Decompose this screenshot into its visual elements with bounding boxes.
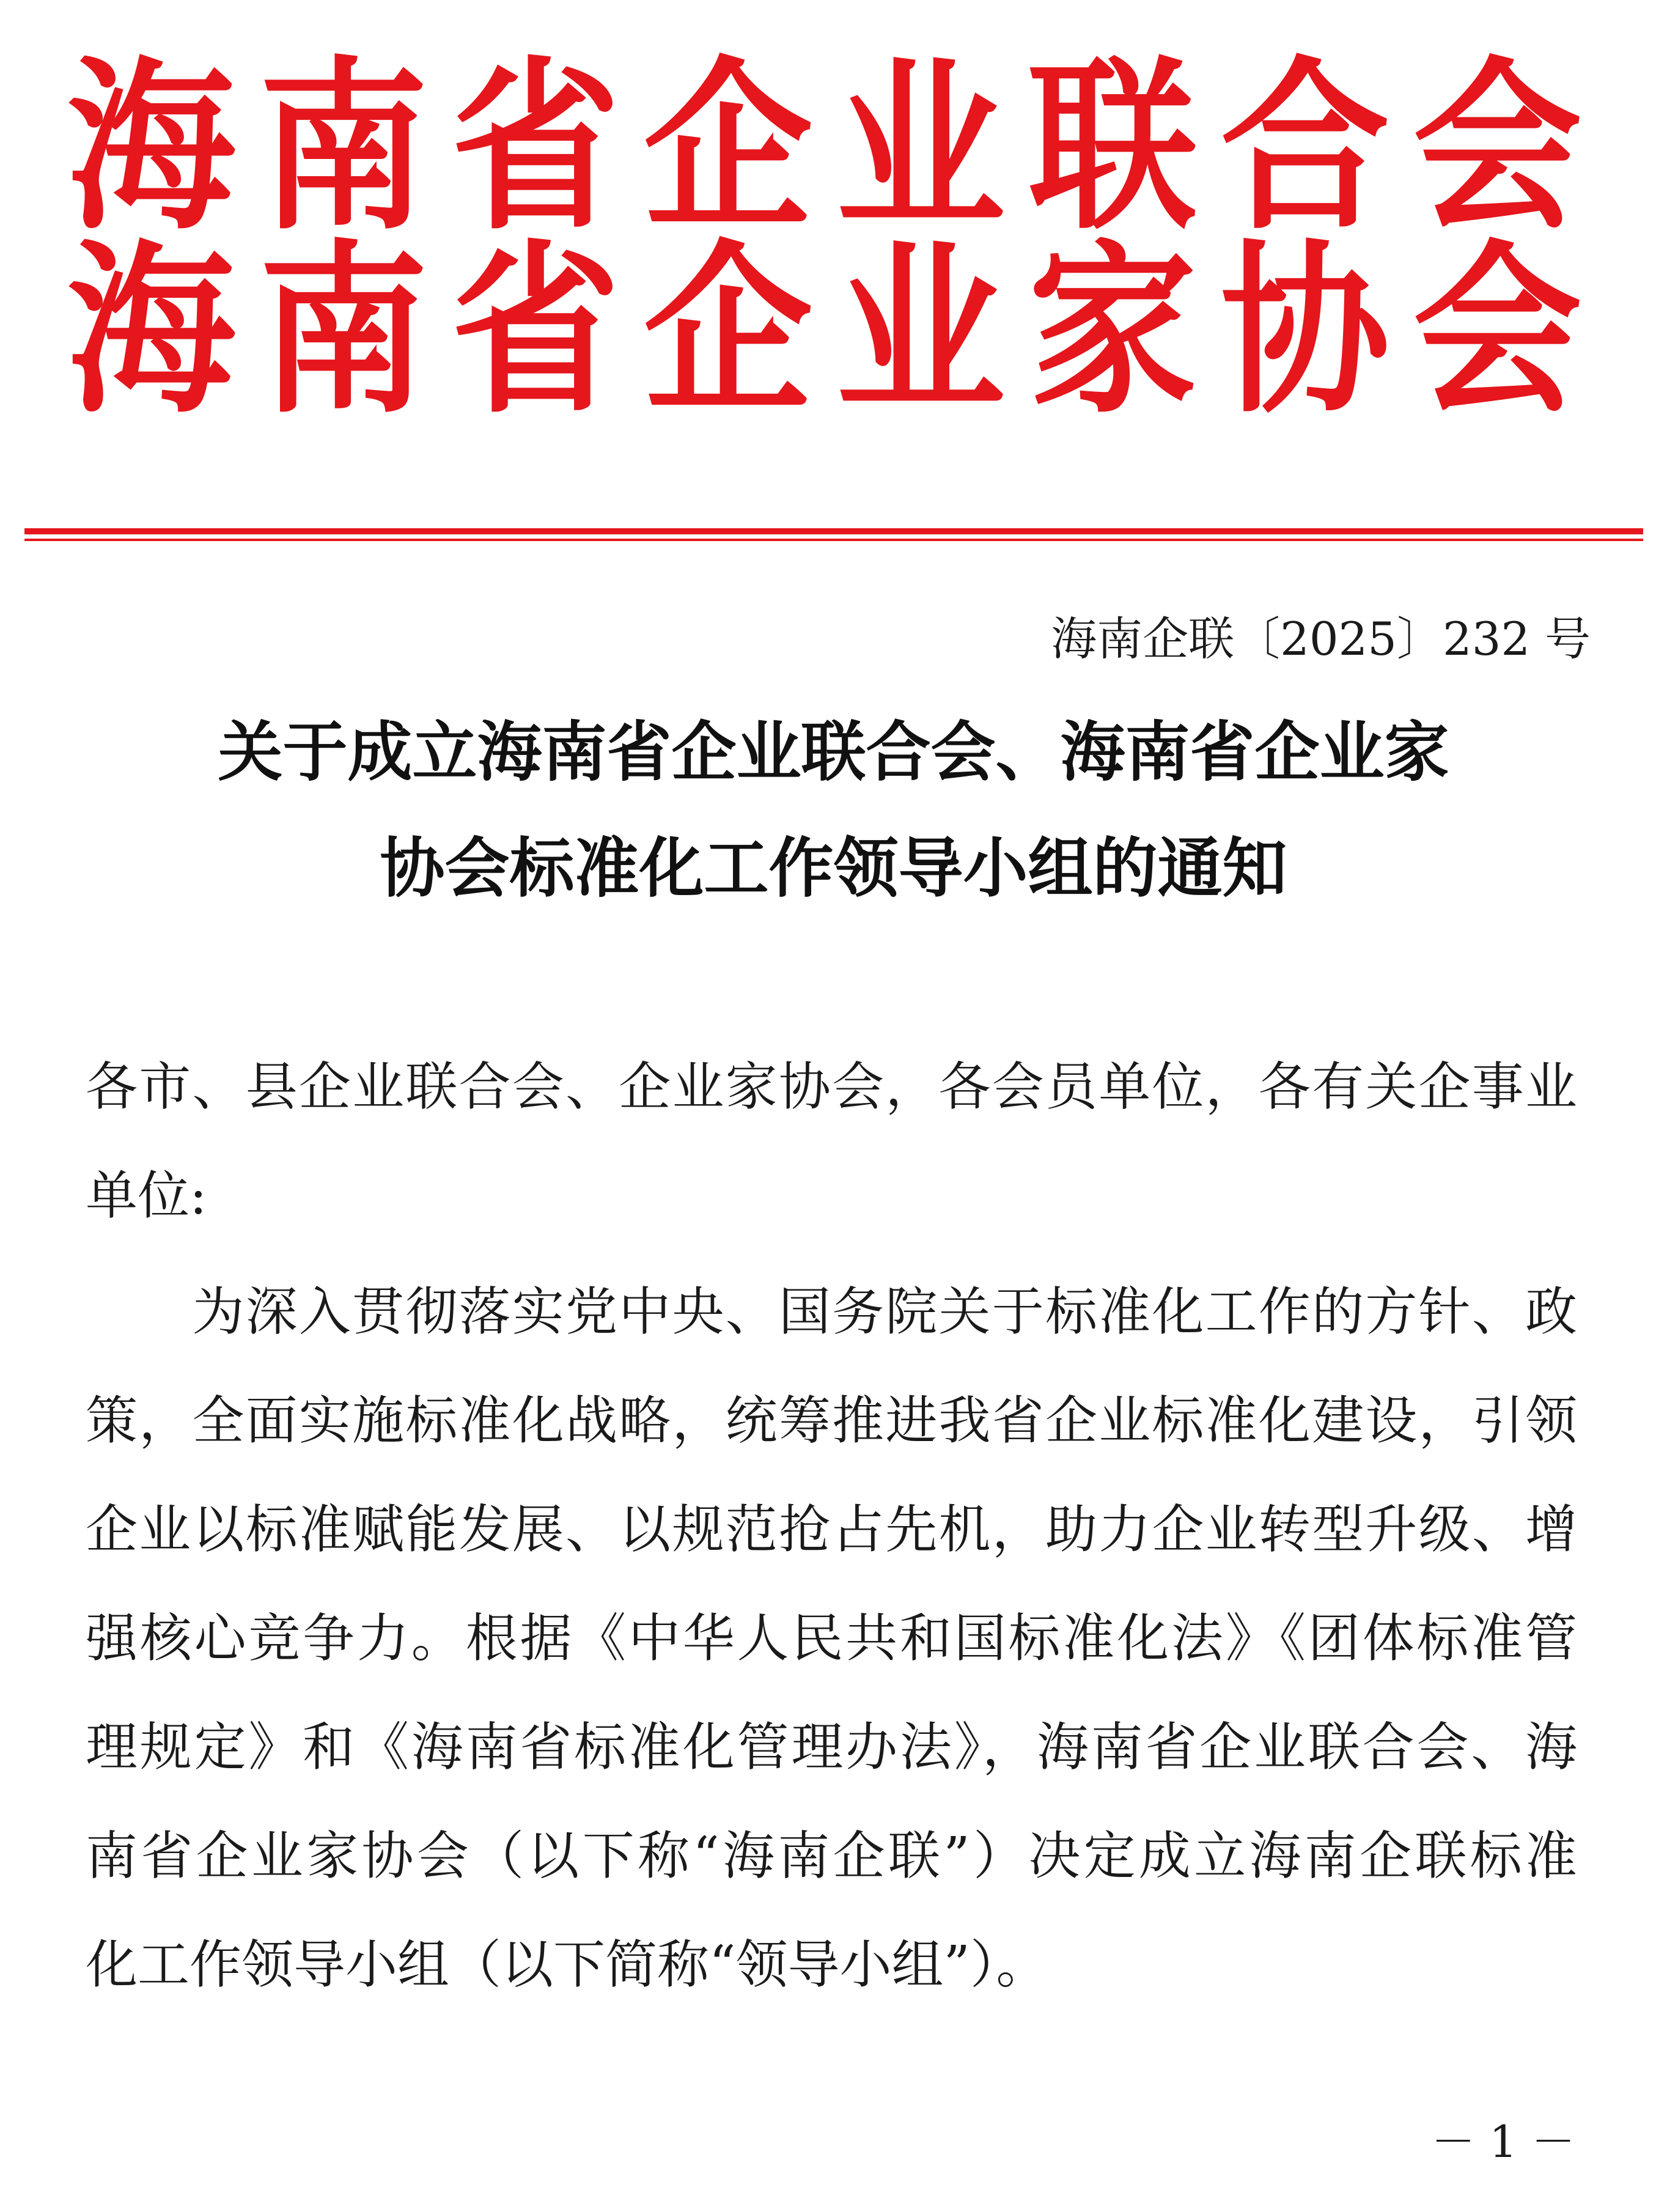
salutation-line-2: 单位: [86, 1166, 207, 1226]
paragraph-line: 理规定》和《海南省标准化管理办法》，海南省企业联合会、海 [86, 1717, 1577, 1778]
page-number: － 1 － [1431, 2116, 1575, 2167]
paragraph-line: 强核心竞争力。根据《中华人民共和国标准化法》《团体标准管 [86, 1609, 1577, 1669]
letterhead-org-2: 海南省企业家协会 [67, 222, 1606, 438]
letterhead-rule-thick [24, 528, 1643, 534]
document-title [92, 694, 1575, 926]
document-body [86, 1033, 1577, 2020]
paragraph-line: 企业以标准赋能发展、以规范抢占先机，助力企业转型升级、增 [86, 1500, 1577, 1560]
paragraph-line: 南省企业家协会（以下称“海南企联”）决定成立海南企联标准 [86, 1826, 1577, 1887]
letterhead-org-1: 海南省企业联合会 [67, 39, 1606, 254]
paragraph-line: 化工作领导小组（以下简称“领导小组”）。 [86, 1935, 1048, 1996]
document-title-line-1: 关于成立海南省企业联合会、海南省企业家 [218, 713, 1449, 790]
document-number: 海南企联〔2025〕232 号 [1051, 612, 1591, 666]
paragraph-line: 为深入贯彻落实党中央、国务院关于标准化工作的方针、政 [86, 1282, 1577, 1343]
letterhead-rule-thin [24, 539, 1643, 541]
paragraph-line: 策，全面实施标准化战略，统筹推进我省企业标准化建设，引领 [86, 1391, 1577, 1451]
document-title-line-2: 协会标准化工作领导小组的通知 [380, 830, 1287, 906]
paragraph-gap [86, 1251, 1577, 1258]
letterhead [0, 39, 1667, 438]
salutation-line-1: 各市、县企业联合会、企业家协会，各会员单位，各有关企事业 [86, 1057, 1577, 1118]
